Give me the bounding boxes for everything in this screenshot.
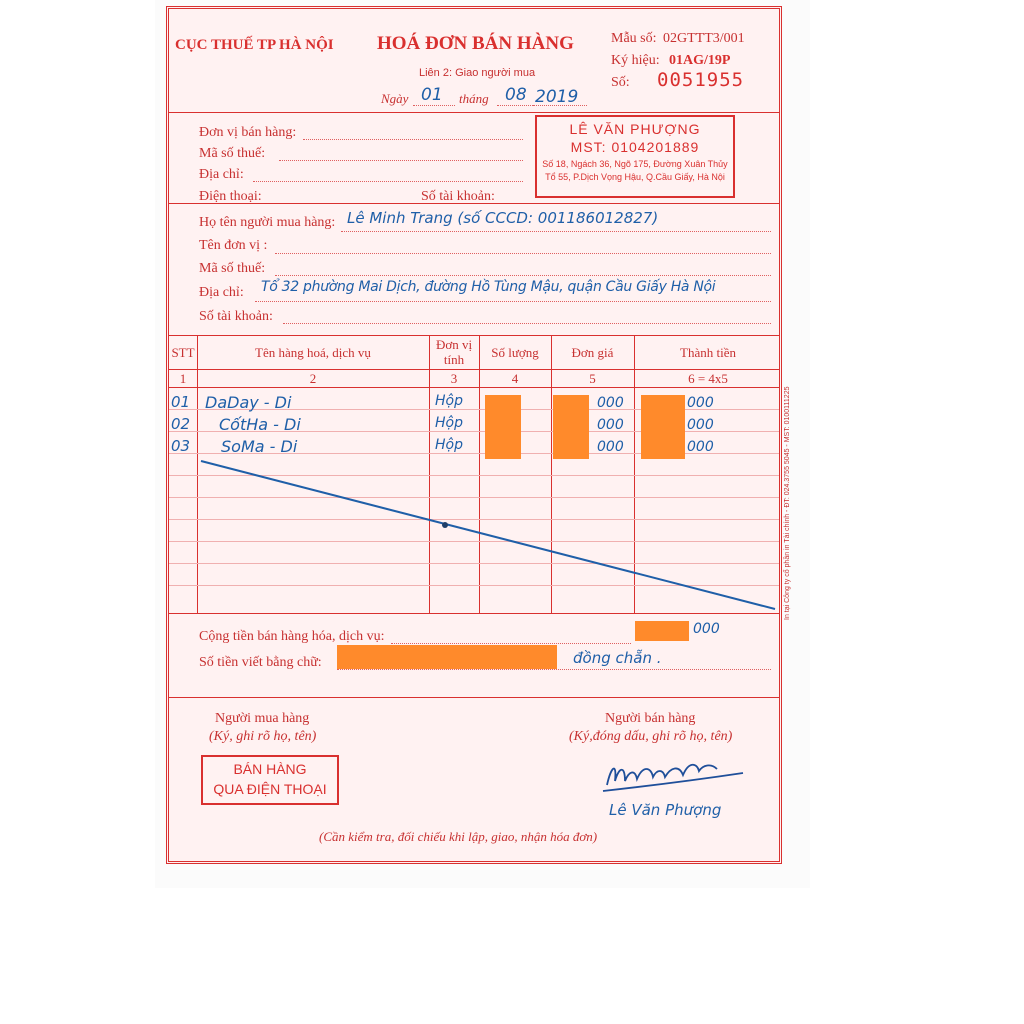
seller-sign-note: (Ký,đóng dấu, ghi rõ họ, tên) [569,729,733,744]
row-price-tail: 000 [597,439,624,455]
col-num-2: 2 [309,371,317,386]
seller-unit-label: Đơn vị bán hàng: [199,125,297,140]
copy-label: Liên 2: Giao người mua [419,67,536,79]
date-month-label: tháng [459,91,489,106]
row-unit: Hộp [435,437,463,453]
buyer-name-label: Họ tên người mua hàng: [199,215,336,230]
row-name: SoMa - Di [221,437,298,456]
col-num-5: 5 [589,371,596,386]
redaction-price [553,395,589,459]
side-print: In tại Công ty cổ phần in Tài chính - ĐT: 024.3755 5045 - MST: 0100111225 [784,386,791,620]
date-month: 08 [505,85,527,105]
stamp-name: LÊ VĂN PHƯỢNG [569,121,701,137]
buyer-tax-label: Mã số thuế: [199,261,266,276]
redaction-words [337,645,557,669]
buyer-address: Tổ 32 phường Mai Dịch, đường Hồ Tùng Mậu, quận Cầu Giấy Hà Nội [261,279,716,295]
col-price-header: Đơn giá [571,345,614,360]
col-num-6: 6 = 4x5 [688,371,728,386]
seller-address-label: Địa chỉ: [199,167,244,182]
row-stt: 03 [171,437,191,455]
seller-signature [599,747,749,797]
seller-account-label: Số tài khoản: [421,189,495,204]
buyer-unit-label: Tên đơn vị : [199,238,268,253]
row-unit: Hộp [435,393,463,409]
row-total-tail: 000 [687,439,714,455]
invoice-number-label: Số: [611,75,630,90]
buyer-address-label: Địa chỉ: [199,285,244,300]
buyer-stamp-line1: BÁN HÀNG [233,761,307,777]
redaction-sum [635,621,689,641]
buyer-name: Lê Minh Trang (số CCCD: 001186012827) [347,209,659,227]
row-stt: 01 [171,393,191,411]
row-price-tail: 000 [597,395,624,411]
words-label: Số tiền viết bằng chữ: [199,655,322,670]
stamp-line1: Số 18, Ngách 36, Ngõ 175, Đường Xuân Thủy [542,159,728,169]
seller-tax-label: Mã số thuế: [199,146,266,161]
col-qty-header: Số lượng [491,345,539,360]
date-year: 2019 [535,87,579,107]
col-num-3: 3 [450,371,458,386]
tax-agency: CỤC THUẾ TP HÀ NỘI [175,37,334,53]
invoice-number: 0051955 [657,69,745,91]
buyer-account-label: Số tài khoản: [199,309,273,324]
row-price-tail: 000 [597,417,624,433]
symbol-label: Ký hiệu: [611,53,660,68]
footer-note: (Cần kiểm tra, đối chiếu khi lập, giao, nhận hóa đơn) [319,829,598,844]
invoice-title: HOÁ ĐƠN BÁN HÀNG [377,33,574,54]
buyer-stamp [201,755,339,805]
row-unit: Hộp [435,415,463,431]
row-total-tail: 000 [687,395,714,411]
sum-label: Cộng tiền bán hàng hóa, dịch vụ: [199,629,385,644]
col-name-header: Tên hàng hoá, dịch vụ [255,345,371,360]
seller-stamp [535,115,735,198]
form-number-label: Mẫu số: [611,31,657,46]
stamp-line2: Tổ 55, P.Dịch Vọng Hậu, Q.Cầu Giấy, Hà Nội [545,172,725,182]
redaction-total [641,395,685,459]
buyer-stamp-line2: QUA ĐIỆN THOẠI [213,781,327,797]
col-num-1: 1 [179,371,187,386]
words-tail: đồng chẵn . [573,649,662,667]
buyer-sign-note: (Ký, ghi rõ họ, tên) [209,729,317,744]
col-unit-header: Đơn vị tính [435,337,473,367]
invoice-form [166,6,782,864]
form-number: 02GTTT3/001 [663,31,745,46]
row-stt: 02 [171,415,191,433]
col-num-4: 4 [511,371,519,386]
stamp-mst: MST: 0104201889 [570,139,700,155]
symbol-value: 01AG/19P [669,53,731,68]
row-total-tail: 000 [687,417,714,433]
buyer-sign-title: Người mua hàng [215,711,310,726]
date-day: 01 [421,85,443,105]
col-total-header: Thành tiền [680,345,736,360]
seller-phone-label: Điện thoại: [199,189,262,204]
seller-sign-title: Người bán hàng [605,711,696,726]
sum-tail: 000 [693,621,720,637]
row-name: DaDay - Di [205,393,292,412]
seller-name: Lê Văn Phượng [609,801,722,819]
redaction-quantity [485,395,521,459]
row-name: CốtHa - Di [219,415,301,434]
col-stt-header: STT [171,345,195,360]
date-day-label: Ngày [381,91,409,106]
